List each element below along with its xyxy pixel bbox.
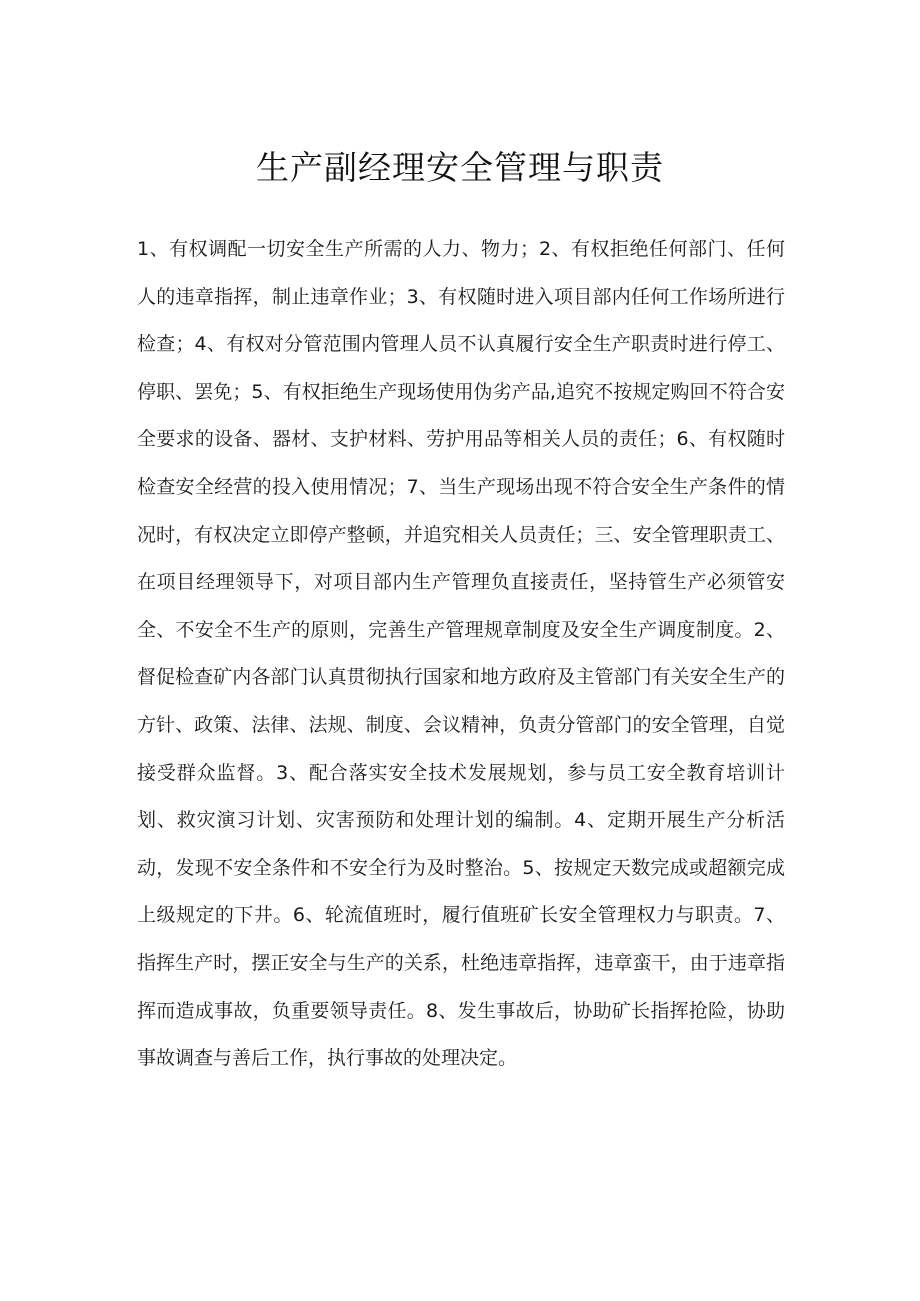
document-body: 1、有权调配一切安全生产所需的人力、物力；2、有权拒绝任何部门、任何人的违章指挥，制止违章作业；3、有权随时进入项目部内任何工作场所进行检查；4、有权对分管范围内管理人员不认真履行安全生产职责时进行停工、停职、罢免；5、有权拒绝生产现场使用伪劣产品,追究不按规定购回不符合安全要求的设备、器材、支护材料、劳护用品等相关人员的责任；6、有权随时检查安全经营的投入使用情况；7、当生产现场出现不符合安全生产条件的情况时，有权决定立即停产整顿，并追究相关人员责任；三、安全管理职责工、在项目经理领导下，对项目部内生产管理负直接责任，坚持管生产必须管安全、不安全不生产的原则，完善生产管理规章制度及安全生产调度制度。2、督促检查矿内各部门认真贯彻执行国家和地方政府及主管部门有关安全生产的方针、政策、法律、法规、制度、会议精神，负责分管部门的安全管理，自觉接受群众监督。3、配合落实安全技术发展规划，参与员工安全教育培训计划、救灾演习计划、灾害预防和处理计划的编制。4、定期开展生产分析活动，发现不安全条件和不安全行为及时整治。5、按规定天数完成或超额完成上级规定的下井。6、轮流值班时，履行值班矿长安全管理权力与职责。7、指挥生产时，摆正安全与生产的关系，杜绝违章指挥，违章蛮干，由于违章指挥而造成事故，负重要领导责任。8、发生事故后，协助矿长指挥抢险，协助事故调查与善后工作，执行事故的处理决定。	[137, 238, 785, 1070]
document-title: 生产副经理安全管理与职责	[256, 148, 664, 187]
